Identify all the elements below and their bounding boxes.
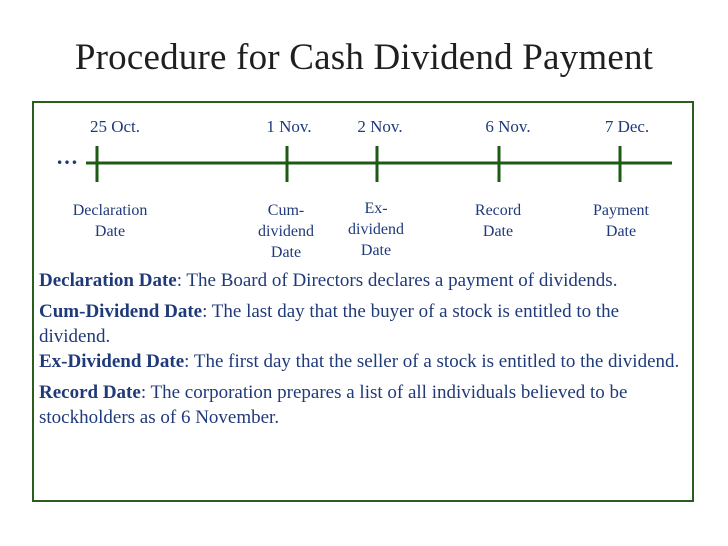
definition-term: Declaration Date (39, 270, 177, 291)
event-line: Declaration (72, 202, 148, 219)
event-line: dividend (348, 221, 404, 238)
event-line: Date (605, 223, 637, 240)
event-line: Date (360, 242, 392, 259)
date-declaration: 25 Oct. (89, 117, 141, 136)
timeline-ellipsis: … (56, 144, 78, 169)
event-line: Date (94, 223, 126, 240)
event-line: Cum- (267, 202, 305, 219)
page-title: Procedure for Cash Dividend Payment (74, 37, 654, 78)
event-line: Ex- (364, 200, 388, 217)
event-line: Record (474, 202, 522, 219)
definition-ex-dividend (39, 349, 689, 374)
event-line: Payment (593, 202, 649, 219)
definition-text: : The Board of Directors declares a payment of dividends. (176, 270, 618, 291)
definition-cum-dividend (39, 299, 689, 349)
definition-term: Record Date (39, 382, 141, 403)
definition-record (39, 380, 689, 430)
event-declaration (73, 200, 148, 242)
definition-term: Ex-Dividend Date (39, 351, 185, 372)
definition-declaration (39, 268, 689, 293)
definition-text: : The last day that the buyer of a stock is entitled to the dividend. (39, 301, 620, 347)
event-line: dividend (258, 223, 314, 240)
event-line: Date (482, 223, 514, 240)
event-cum-dividend (258, 200, 314, 263)
date-record: 6 Nov. (485, 117, 531, 136)
event-ex-dividend (348, 198, 404, 261)
definitions-list (39, 268, 689, 430)
event-record (475, 200, 521, 242)
date-ex-dividend: 2 Nov. (357, 117, 403, 136)
definition-text: : The corporation prepares a list of all individuals believed to be stockholders as of 6 November. (39, 382, 628, 428)
event-line: Date (270, 244, 302, 261)
definition-term: Cum-Dividend Date (39, 301, 203, 322)
event-payment (593, 200, 649, 242)
date-payment: 7 Dec. (604, 117, 650, 136)
definition-text: : The first day that the seller of a stock is entitled to the dividend. (184, 351, 680, 372)
date-cum-dividend: 1 Nov. (266, 117, 312, 136)
